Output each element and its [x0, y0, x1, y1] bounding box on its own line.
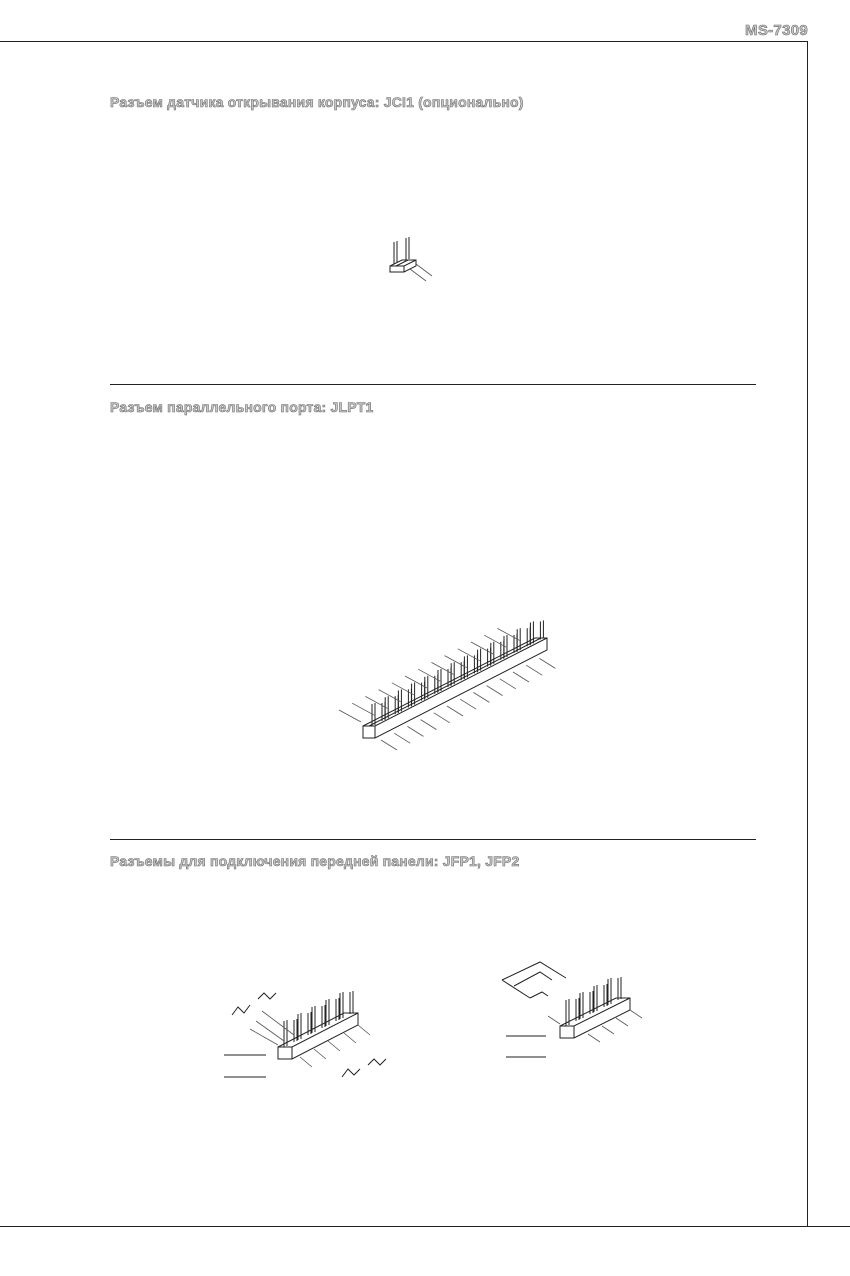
- jfp1-connector-icon: [220, 985, 400, 1095]
- section-divider: [110, 384, 756, 385]
- frame-right-line: [807, 41, 808, 1226]
- jci1-connector-icon: [380, 236, 440, 296]
- frame-top-line: [0, 41, 808, 42]
- section-divider: [110, 839, 756, 840]
- frame-bottom-line: [0, 1226, 850, 1227]
- section-jfp-title: Разъемы для подключения передней панели: JFP1, JFP2: [110, 853, 520, 869]
- jlpt1-connector-icon: [335, 610, 565, 760]
- page-model: MS-7309: [745, 22, 808, 39]
- section-jlpt1-title: Разъем параллельного порта: JLPT1: [110, 399, 374, 415]
- jfp2-connector-icon: [500, 960, 660, 1070]
- section-jci1-title: Разъем датчика открывания корпуса: JCI1 (опционально): [110, 94, 524, 110]
